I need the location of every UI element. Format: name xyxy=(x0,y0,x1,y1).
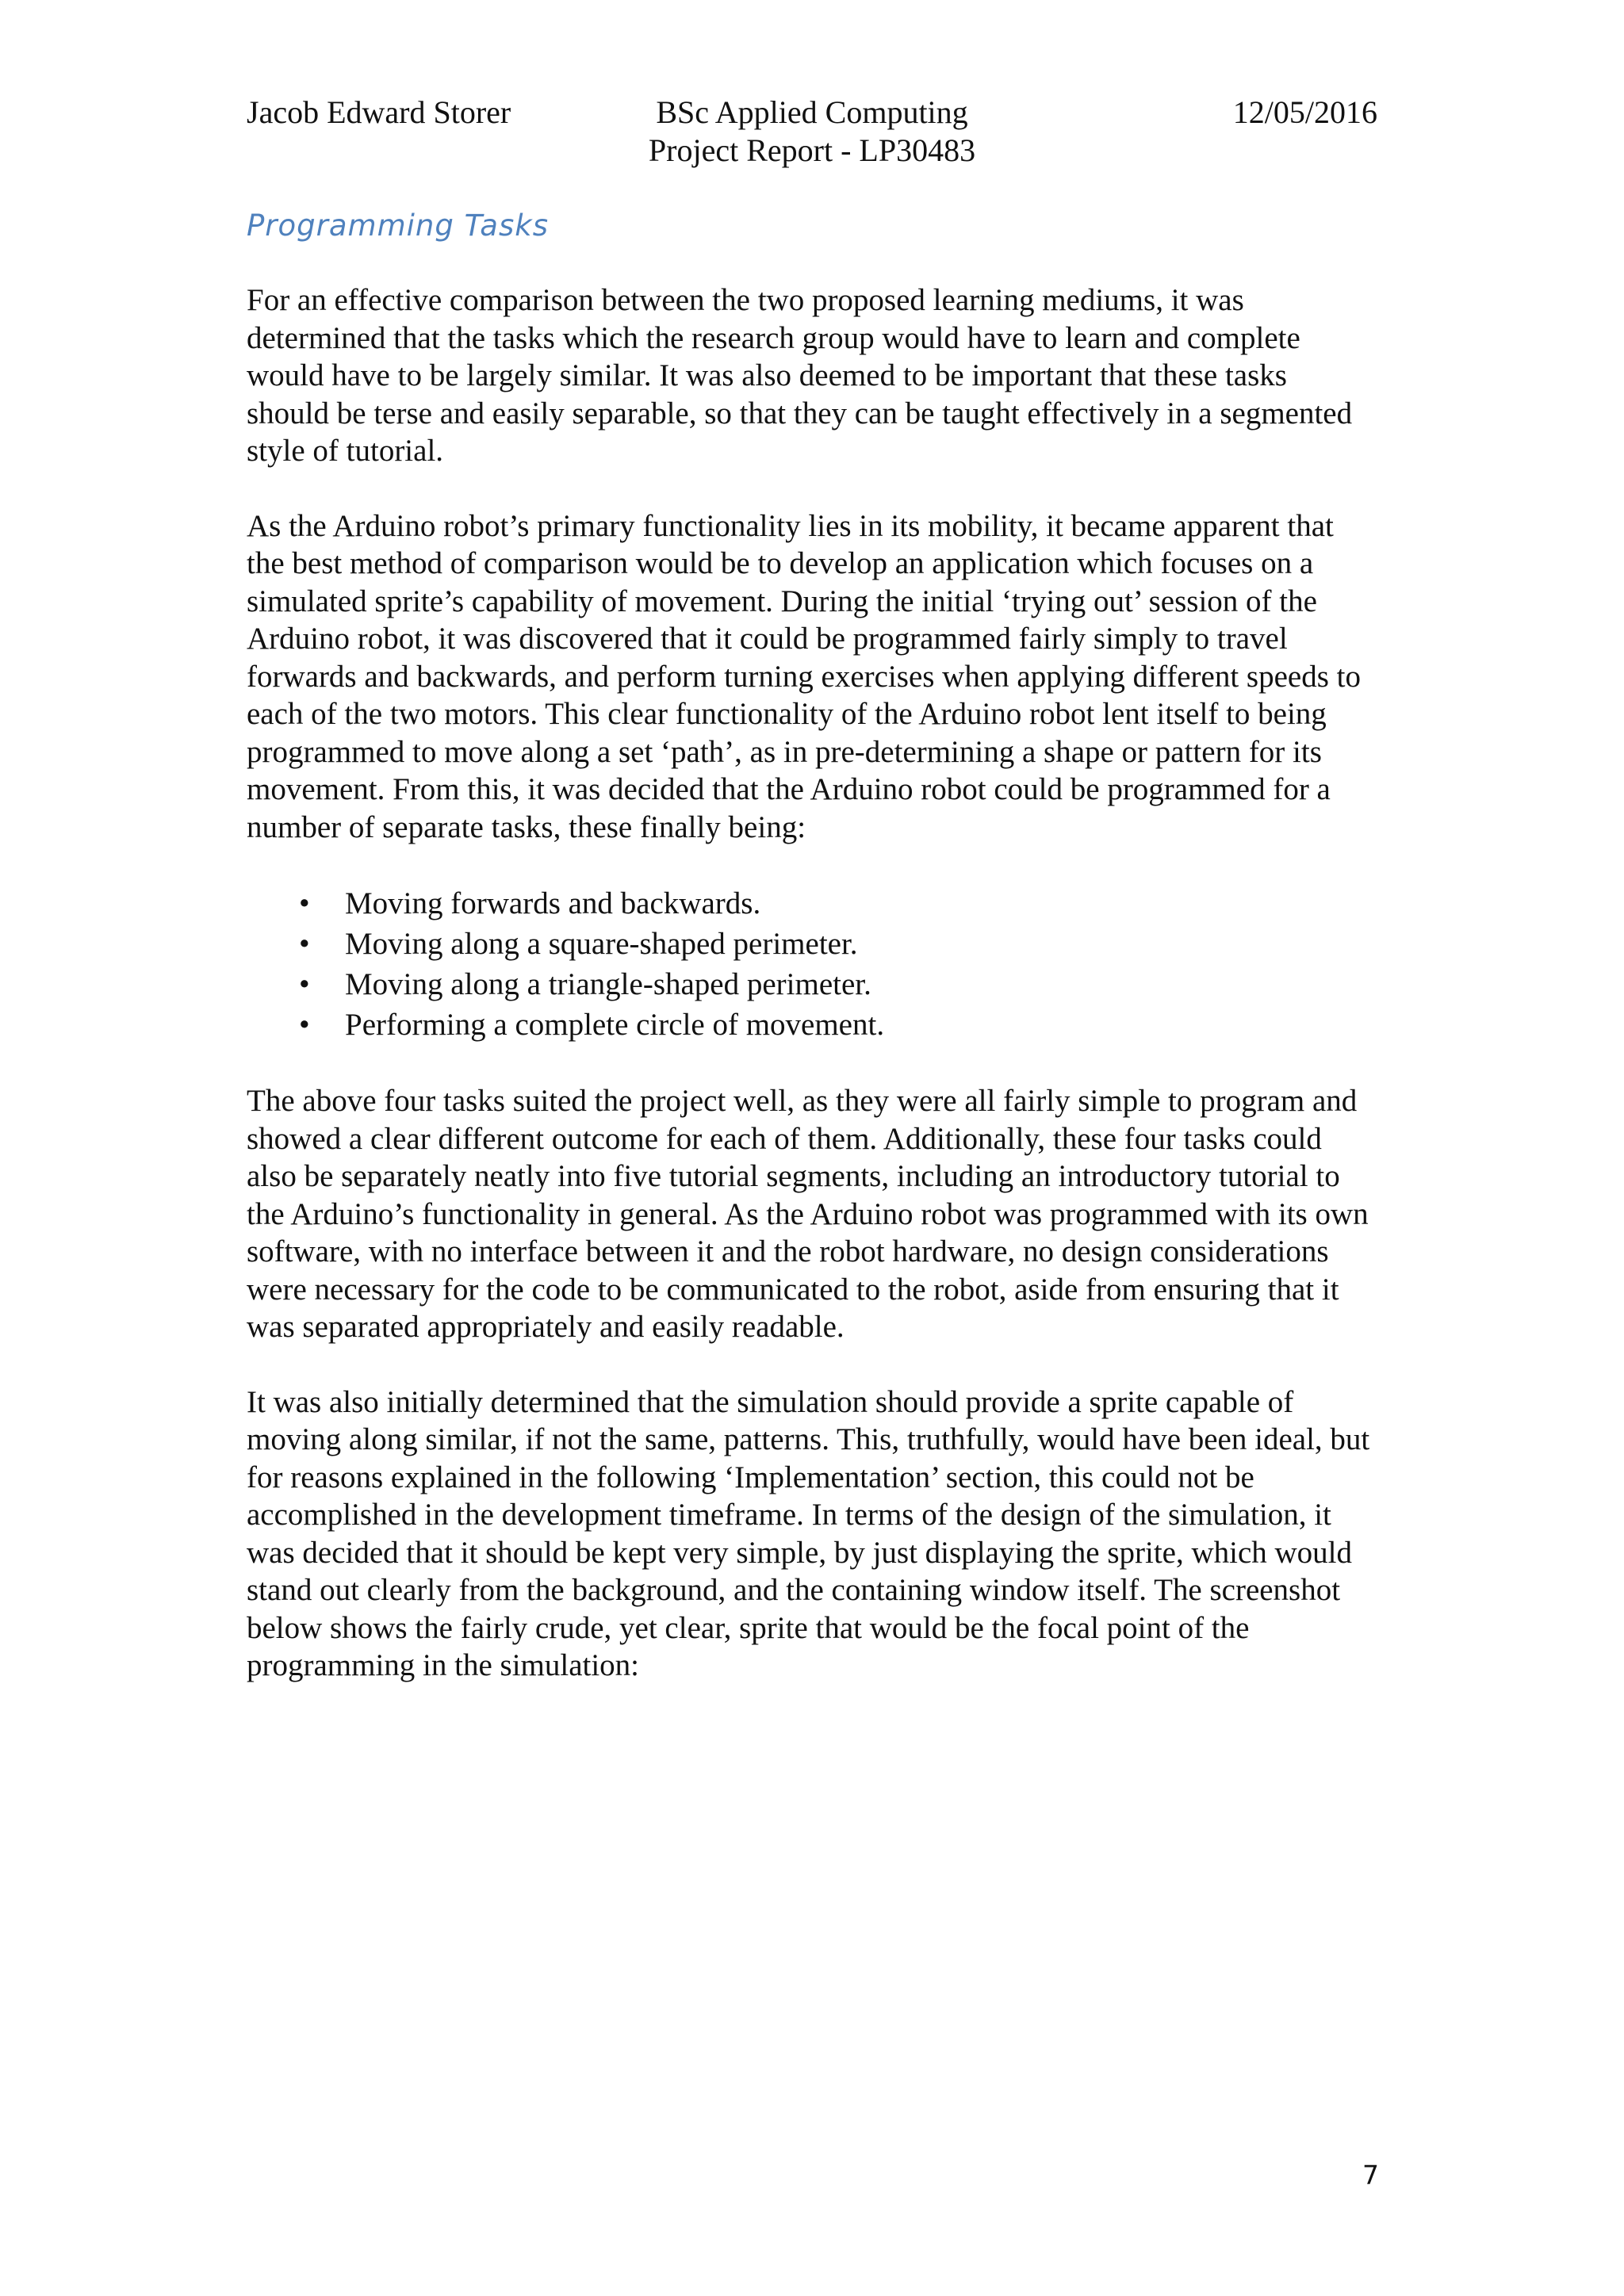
list-item xyxy=(299,964,1373,1004)
header-course-title: BSc Applied Computing xyxy=(656,94,968,130)
list-item-text: Moving along a square-shaped perimeter. xyxy=(345,927,858,961)
list-item xyxy=(299,924,1373,964)
header-course xyxy=(247,94,1377,170)
header-course-code: Project Report - LP30483 xyxy=(648,132,976,168)
paragraph-simulation-design: It was also initially determined that the simulation should provide a sprite capable of moving along similar, if not the same, patterns. This, truthfully, would have been ideal, but for reasons explained in the following ‘Implementation’ section, this could not be accomplished in the development timeframe. In terms of the design of the simulation, it was decided that it should be kept very simple, by just displaying the sprite, which would stand out clearly from the background, and the containing window itself. The screenshot below shows the fairly crude, yet clear, sprite that would be the focal point of the programming in the simulation: xyxy=(247,1384,1370,1682)
list-item-text: Moving along a triangle-shaped perimeter. xyxy=(345,967,871,1001)
paragraph-tasks-summary: The above four tasks suited the project well, as they were all fairly simple to program and showed a clear different outcome for each of them. Additionally, these four tasks could also be separately neatly into five tutorial segments, including an introductory tutorial to the Arduino’s functionality in general. As the Arduino robot was programmed with its own software, with no interface between it and the robot hardware, no design considerations were necessary for the code to be communicated to the robot, aside from ensuring that it was separated appropriately and easily readable. xyxy=(247,1084,1369,1344)
bullet-icon: • xyxy=(299,1008,310,1042)
header-author: Jacob Edward Storer xyxy=(247,94,511,130)
header-date: 12/05/2016 xyxy=(1232,94,1377,130)
list-item-text: Performing a complete circle of movement. xyxy=(345,1008,885,1042)
paragraph-arduino-movement: As the Arduino robot’s primary functionality lies in its mobility, it became apparent that the best method of comparison would be to develop an application which focuses on a simulated sprite’s capability of movement. During the initial ‘trying out’ session of the Arduino robot, it was discovered that it could be programmed fairly simply to travel forwards and backwards, and perform turning exercises when applying different speeds to each of the two motors. This clear functionality of the Arduino robot lent itself to being programmed to move along a set ‘path’, as in pre-determining a shape or pattern for its movement. From this, it was decided that the Arduino robot could be programmed for a number of separate tasks, these finally being: xyxy=(247,508,1361,844)
paragraph-intro: For an effective comparison between the two proposed learning mediums, it was determined that the tasks which the research group would have to learn and complete would have to be largely similar. It was also deemed to be important that these tasks should be terse and easily separable, so that they can be taught effectively in a segmented style of tutorial. xyxy=(247,283,1353,468)
list-item xyxy=(299,883,1373,924)
section-heading: Programming Tasks xyxy=(247,209,549,243)
list-item-text: Moving forwards and backwards. xyxy=(345,886,761,920)
list-item xyxy=(299,1004,1373,1045)
page-number: 7 xyxy=(1362,2160,1379,2191)
bullet-icon: • xyxy=(299,967,310,1001)
task-list xyxy=(247,883,1373,1045)
body-text xyxy=(247,281,1373,1722)
bullet-icon: • xyxy=(299,886,310,920)
bullet-icon: • xyxy=(299,927,310,961)
